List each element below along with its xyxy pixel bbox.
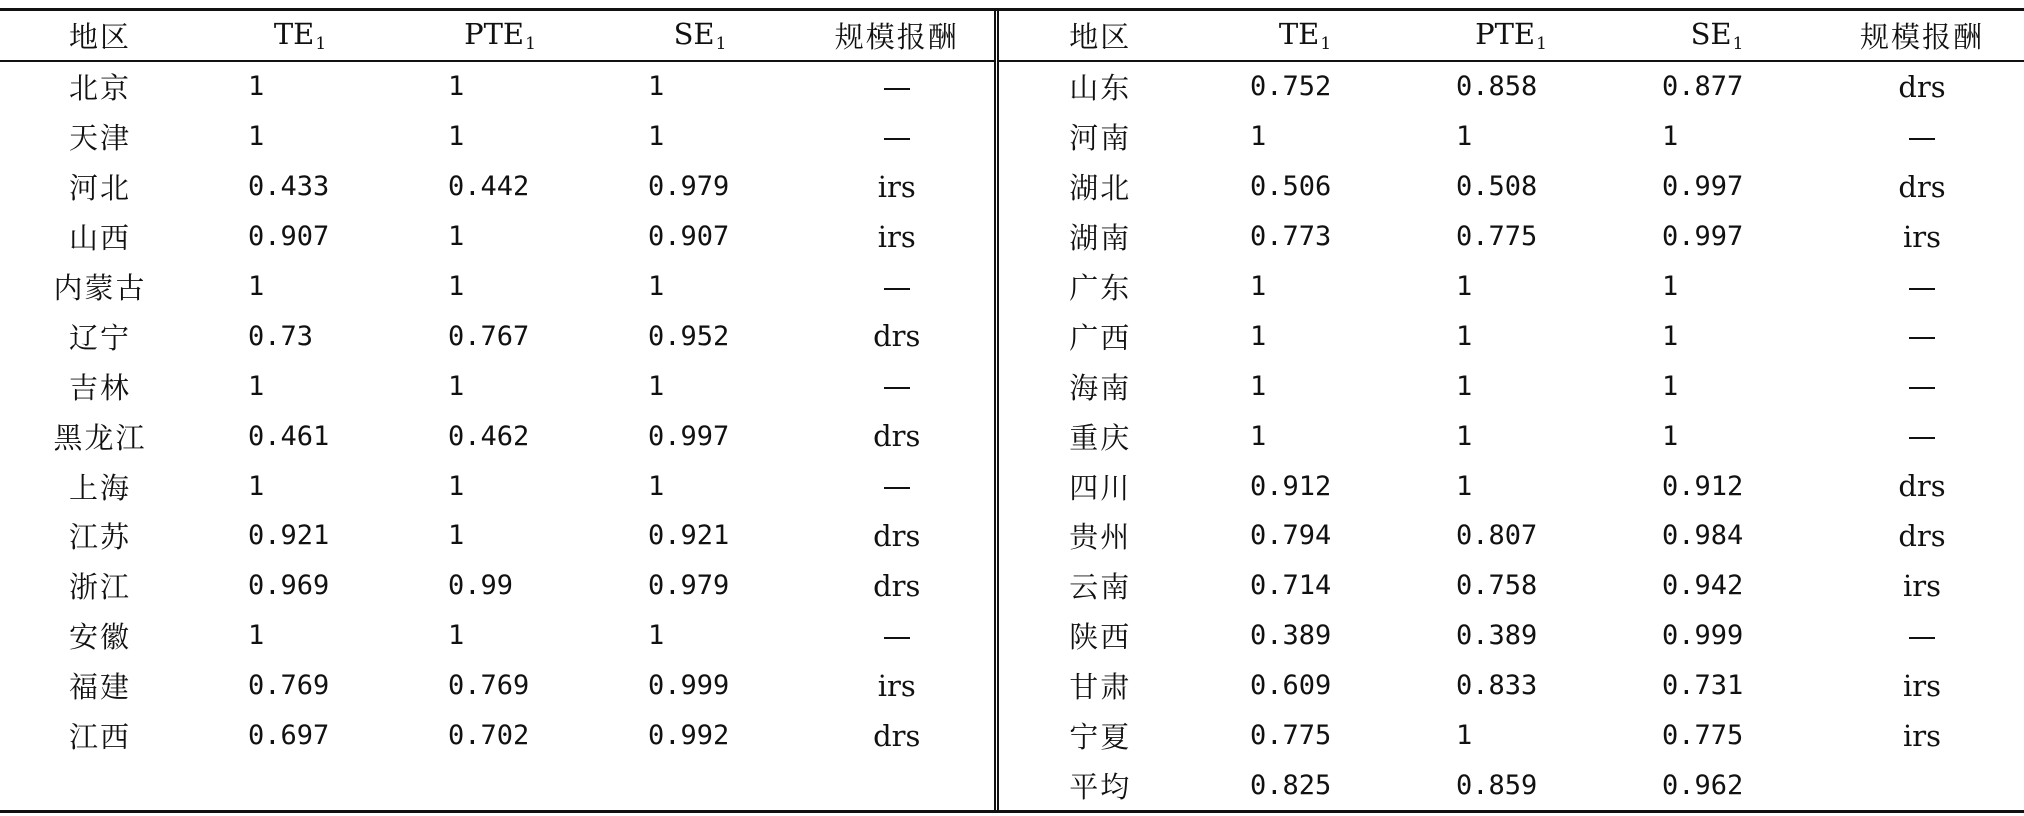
left-te-cell: 0.921 <box>248 520 330 552</box>
left-rts-cell <box>800 611 996 661</box>
left-pte-cell: 1 <box>448 520 465 552</box>
right-se-cell: 0.997 <box>1662 171 1744 203</box>
right-pte-cell: 1 <box>1456 271 1473 302</box>
right-region-cell: 云南 <box>1069 570 1132 605</box>
dash-mark <box>1909 337 1935 339</box>
table-row <box>0 262 2024 312</box>
left-rts-cell: irs <box>800 212 996 262</box>
table-row <box>0 711 2024 761</box>
right-rts-cell <box>1820 611 2024 661</box>
dash-mark <box>884 387 910 389</box>
right-pte-cell: 0.859 <box>1456 769 1538 801</box>
right-te-cell: 0.506 <box>1250 171 1332 203</box>
right-pte-cell: 0.775 <box>1456 221 1538 253</box>
left-pte-cell: 0.462 <box>448 420 530 452</box>
right-region-cell: 宁夏 <box>1069 720 1132 755</box>
right-rts-cell: drs <box>1898 469 1946 504</box>
right-pte-cell: 1 <box>1456 370 1473 402</box>
right-se-cell: 0.942 <box>1662 570 1744 602</box>
left-rts-cell: drs <box>800 311 996 361</box>
left-te-cell: 0.697 <box>248 720 330 752</box>
right-te-cell: 0.714 <box>1250 570 1332 602</box>
header-se-right <box>1614 11 1820 61</box>
left-te-cell: 1 <box>248 121 265 153</box>
right-rts-cell: irs <box>1902 718 1942 753</box>
right-se-cell: 1 <box>1662 271 1679 302</box>
left-pte-cell: 1 <box>448 470 465 502</box>
right-pte-cell: 1 <box>1456 420 1473 452</box>
right-rts-cell <box>1820 411 2024 461</box>
left-region-cell: 黑龙江 <box>53 420 147 455</box>
header-se-left <box>600 11 800 61</box>
left-se-cell: 0.999 <box>648 670 730 702</box>
left-pte-cell: 0.99 <box>448 570 514 602</box>
right-se-cell: 0.877 <box>1662 71 1744 103</box>
header-pte-label: PTE <box>1475 17 1536 51</box>
right-rts-cell: drs <box>1898 69 1946 104</box>
left-se-cell: 0.992 <box>648 720 730 752</box>
table-row <box>0 611 2024 661</box>
right-se-cell: 0.731 <box>1662 670 1744 702</box>
dash-mark <box>884 138 910 140</box>
right-rts-cell: drs <box>1898 518 1946 553</box>
right-region-cell: 广西 <box>1069 320 1132 355</box>
dash-mark <box>884 288 910 290</box>
right-se-cell: 0.962 <box>1662 769 1744 801</box>
dash-mark <box>884 487 910 489</box>
left-region-cell <box>0 760 200 810</box>
right-te-cell: 0.825 <box>1250 769 1332 801</box>
header-te-label: TE <box>273 17 315 51</box>
right-region-cell: 贵州 <box>1069 520 1132 555</box>
header-rts-right: 规模报酬 <box>1820 11 2024 61</box>
right-region-cell: 广东 <box>1069 271 1132 305</box>
left-rts-cell: drs <box>800 711 996 761</box>
left-te-cell: 1 <box>248 370 265 402</box>
header-rts-left: 规模报酬 <box>800 11 996 61</box>
left-region-cell: 上海 <box>68 470 131 505</box>
header-pte-right <box>1408 11 1614 61</box>
right-pte-cell: 0.858 <box>1456 71 1538 103</box>
left-rts-cell: drs <box>800 511 996 561</box>
left-se-cell: 1 <box>648 271 665 302</box>
left-pte-cell: 1 <box>448 121 465 153</box>
right-te-cell: 1 <box>1250 271 1267 302</box>
left-pte-cell: 1 <box>448 271 465 302</box>
right-pte-cell: 1 <box>1456 121 1473 153</box>
left-se-cell: 0.921 <box>648 520 730 552</box>
right-te-cell: 1 <box>1250 370 1267 402</box>
right-rts-cell <box>1820 760 2024 810</box>
right-pte-cell: 1 <box>1456 720 1473 752</box>
right-se-cell: 0.999 <box>1662 620 1744 652</box>
dash-mark <box>884 88 910 90</box>
header-subscript: 1 <box>315 34 327 54</box>
left-pte-cell: 0.769 <box>448 670 530 702</box>
header-te-left <box>200 11 400 61</box>
right-pte-cell: 1 <box>1456 470 1473 502</box>
table-row <box>0 561 2024 611</box>
right-se-cell: 1 <box>1662 370 1679 402</box>
dash-mark <box>1909 637 1935 639</box>
header-te-label: TE <box>1278 17 1320 51</box>
table-body <box>0 61 2024 810</box>
table-row <box>0 661 2024 711</box>
left-region-cell: 河北 <box>68 171 131 206</box>
header-row <box>0 11 2024 61</box>
left-se-cell: 1 <box>648 470 665 502</box>
left-se-cell: 0.907 <box>648 221 730 253</box>
table-row <box>0 212 2024 262</box>
left-se-cell: 0.979 <box>648 570 730 602</box>
left-te-cell: 0.73 <box>248 320 314 352</box>
left-pte-cell: 1 <box>448 71 465 103</box>
left-rts-cell <box>800 112 996 162</box>
left-region-cell: 天津 <box>68 121 131 156</box>
right-rts-cell <box>1820 361 2024 411</box>
left-te-cell: 1 <box>248 620 265 652</box>
left-rts-cell: drs <box>800 411 996 461</box>
left-te-cell: 1 <box>248 271 265 302</box>
header-region-left: 地区 <box>0 11 200 61</box>
right-region-cell: 陕西 <box>1069 620 1132 655</box>
right-region-cell: 四川 <box>1069 470 1132 505</box>
right-region-cell: 湖北 <box>1069 171 1132 206</box>
table-row <box>0 760 2024 810</box>
header-subscript: 1 <box>715 34 727 54</box>
right-pte-cell: 0.807 <box>1456 520 1538 552</box>
left-te-cell: 0.461 <box>248 420 330 452</box>
left-region-cell: 吉林 <box>68 370 131 405</box>
left-se-cell: 0.952 <box>648 320 730 352</box>
left-region-cell: 江苏 <box>68 520 131 555</box>
left-se-cell: 1 <box>648 620 665 652</box>
right-te-cell: 0.912 <box>1250 470 1332 502</box>
left-te-cell: 0.969 <box>248 570 330 602</box>
right-rts-cell: irs <box>1902 219 1942 254</box>
right-te-cell: 0.773 <box>1250 221 1332 253</box>
right-pte-cell: 0.833 <box>1456 670 1538 702</box>
left-pte-cell: 1 <box>448 221 465 253</box>
left-te-cell <box>200 760 400 810</box>
left-region-cell: 辽宁 <box>68 320 131 355</box>
right-rts-cell <box>1820 112 2024 162</box>
right-se-cell: 0.997 <box>1662 221 1744 253</box>
left-pte-cell: 0.442 <box>448 171 530 203</box>
right-pte-cell: 0.508 <box>1456 171 1538 203</box>
left-te-cell: 0.433 <box>248 171 330 203</box>
right-te-cell: 0.389 <box>1250 620 1332 652</box>
right-se-cell: 0.775 <box>1662 720 1744 752</box>
right-region-cell: 海南 <box>1069 370 1132 405</box>
right-rts-cell: irs <box>1902 668 1942 703</box>
right-se-cell: 0.912 <box>1662 470 1744 502</box>
right-te-cell: 0.794 <box>1250 520 1332 552</box>
left-pte-cell <box>400 760 600 810</box>
right-te-cell: 1 <box>1250 320 1267 352</box>
header-region-right: 地区 <box>996 11 1202 61</box>
dash-mark <box>1909 138 1935 140</box>
header-te-right <box>1202 11 1408 61</box>
left-se-cell <box>600 760 800 810</box>
left-rts-cell: irs <box>800 162 996 212</box>
left-te-cell: 0.769 <box>248 670 330 702</box>
right-pte-cell: 0.389 <box>1456 620 1538 652</box>
right-region-cell: 河南 <box>1069 121 1132 156</box>
right-region-cell: 甘肃 <box>1069 670 1132 705</box>
right-se-cell: 1 <box>1662 420 1679 452</box>
dash-mark <box>884 637 910 639</box>
right-te-cell: 1 <box>1250 121 1267 153</box>
right-rts-cell <box>1820 311 2024 361</box>
right-se-cell: 1 <box>1662 320 1679 352</box>
header-subscript: 1 <box>1536 34 1547 54</box>
left-rts-cell <box>800 262 996 312</box>
dash-mark <box>1909 387 1935 389</box>
left-rts-cell <box>800 760 996 810</box>
right-pte-cell: 1 <box>1456 320 1473 352</box>
table-row <box>0 112 2024 162</box>
right-rts-cell: drs <box>1898 169 1946 204</box>
left-pte-cell: 1 <box>448 620 465 652</box>
header-se-label: SE <box>1690 17 1732 51</box>
right-te-cell: 0.609 <box>1250 670 1332 702</box>
header-subscript: 1 <box>1320 34 1332 54</box>
dash-mark <box>1909 288 1935 290</box>
table-row <box>0 411 2024 461</box>
left-pte-cell: 1 <box>448 370 465 402</box>
header-subscript: 1 <box>1732 34 1744 54</box>
left-rts-cell <box>800 361 996 411</box>
left-region-cell: 福建 <box>68 670 131 705</box>
left-region-cell: 北京 <box>68 71 131 106</box>
right-te-cell: 0.752 <box>1250 71 1332 103</box>
header-pte-left <box>400 11 600 61</box>
dash-mark <box>1909 437 1935 439</box>
table-row <box>0 162 2024 212</box>
left-te-cell: 1 <box>248 470 265 502</box>
header-subscript: 1 <box>525 34 536 54</box>
left-te-cell: 1 <box>248 71 265 103</box>
left-se-cell: 1 <box>648 121 665 153</box>
left-pte-cell: 0.767 <box>448 320 530 352</box>
right-region-cell: 重庆 <box>1069 420 1132 455</box>
header-pte-label: PTE <box>464 17 525 51</box>
efficiency-table-wrapper <box>0 8 2024 813</box>
right-region-cell: 山东 <box>1069 71 1132 106</box>
table-row <box>0 311 2024 361</box>
left-pte-cell: 0.702 <box>448 720 530 752</box>
right-rts-cell <box>1820 262 2024 312</box>
header-se-label: SE <box>673 17 715 51</box>
efficiency-table <box>0 11 2024 810</box>
left-region-cell: 浙江 <box>68 570 131 605</box>
left-se-cell: 1 <box>648 71 665 103</box>
left-te-cell: 0.907 <box>248 221 330 253</box>
left-rts-cell <box>800 461 996 511</box>
left-rts-cell <box>800 61 996 112</box>
right-region-cell: 平均 <box>1069 769 1132 804</box>
right-te-cell: 1 <box>1250 420 1267 452</box>
right-region-cell: 湖南 <box>1069 221 1132 256</box>
table-row <box>0 61 2024 112</box>
left-se-cell: 0.979 <box>648 171 730 203</box>
left-region-cell: 江西 <box>68 720 131 755</box>
right-pte-cell: 0.758 <box>1456 570 1538 602</box>
table-row <box>0 511 2024 561</box>
left-region-cell: 山西 <box>68 221 131 256</box>
left-se-cell: 0.997 <box>648 420 730 452</box>
left-se-cell: 1 <box>648 370 665 402</box>
right-se-cell: 0.984 <box>1662 520 1744 552</box>
right-se-cell: 1 <box>1662 121 1679 153</box>
left-region-cell: 安徽 <box>68 620 131 655</box>
left-rts-cell: drs <box>800 561 996 611</box>
table-row <box>0 361 2024 411</box>
table-row <box>0 461 2024 511</box>
right-rts-cell: irs <box>1902 568 1942 603</box>
right-te-cell: 0.775 <box>1250 720 1332 752</box>
left-rts-cell: irs <box>800 661 996 711</box>
left-region-cell: 内蒙古 <box>53 271 147 305</box>
